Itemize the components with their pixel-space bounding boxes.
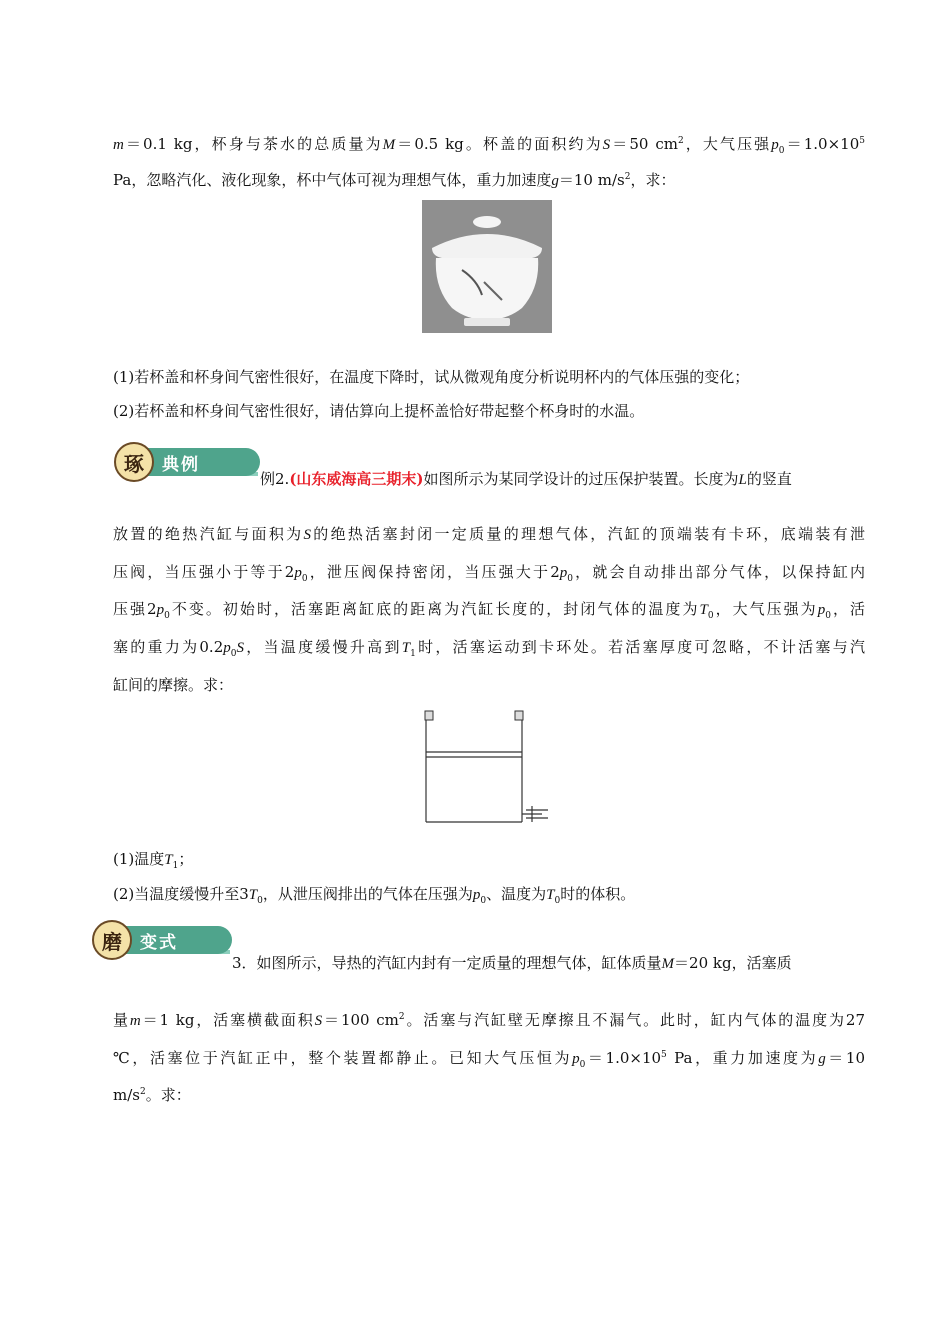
- example-badge: 典例 琢: [114, 442, 260, 478]
- teacup-photo: [422, 200, 552, 333]
- paragraph-line: 塞的重力为$0.2p_0S$，当温度缓慢升高到$T_1$时，活塞运动到卡环处。若活塞厚度可忽略，不计活塞与汽: [113, 638, 865, 659]
- paragraph-line: ℃，活塞位于汽缸正中，整个装置都静止。已知大气压恒为$p_0=1.0\times 10^5$ Pa，重力加速度为g＝10: [113, 1049, 865, 1070]
- paragraph-line: 压阀，当压强小于等于$2p_0$，泄压阀保持密闭，当压强大于$2p_0$，就会自动排出部分气体，以保持缸内: [113, 563, 865, 584]
- question-text: (2)若杯盖和杯身间气密性很好，请估算向上提杯盖恰好带起整个杯身时的水温。: [113, 402, 645, 420]
- paragraph-line: 缸间的摩擦。求：: [113, 676, 234, 694]
- paragraph-line: 量m＝1 kg，活塞横截面积S＝100 $cm^2$。活塞与汽缸壁无摩擦且不漏气。此时，缸内气体的温度为27: [113, 1011, 865, 1029]
- source-label: (山东威海高三期末): [289, 470, 424, 488]
- question-text: (1)温度$T_1$；: [113, 850, 194, 871]
- question-text: (1)若杯盖和杯身间气密性很好，在温度下降时，试从微观角度分析说明杯内的气体压强的变化；: [113, 368, 750, 386]
- paragraph-line: $m/s^2$。求：: [113, 1086, 191, 1104]
- variant-title-line: 3．如图所示，导热的汽缸内封有一定质量的理想气体，缸体质量M＝20 kg，活塞质: [232, 954, 792, 972]
- paragraph-line: 放置的绝热汽缸与面积为S的绝热活塞封闭一定质量的理想气体，汽缸的顶端装有卡环，底端装有泄: [113, 525, 865, 543]
- paragraph-line: Pa，忽略汽化、液化现象，杯中气体可视为理想气体，重力加速度g＝10 $m/s^2$，求：: [113, 171, 676, 189]
- paragraph-line: 压强$2p_0$不变。初始时，活塞距离缸底的距离为汽缸长度的，封闭气体的温度为$T_0$，大气压强为$p_0$，活: [113, 600, 865, 621]
- cylinder-diagram: [412, 706, 562, 832]
- variant-badge: 变式 磨: [92, 920, 232, 956]
- paragraph-line: m＝0.1 kg，杯身与茶水的总质量为M＝0.5 kg。杯盖的面积约为S＝50 $cm^2$，大气压强$p_0=1.0\times 10^5$: [113, 135, 865, 156]
- question-text: (2)当温度缓慢升至$3T_0$，从泄压阀排出的气体在压强为$p_0$、温度为$T_0$时的体积。: [113, 885, 636, 906]
- example-title-line: 例2.(山东威海高三期末)如图所示为某同学设计的过压保护装置。长度为L的竖直: [260, 470, 792, 488]
